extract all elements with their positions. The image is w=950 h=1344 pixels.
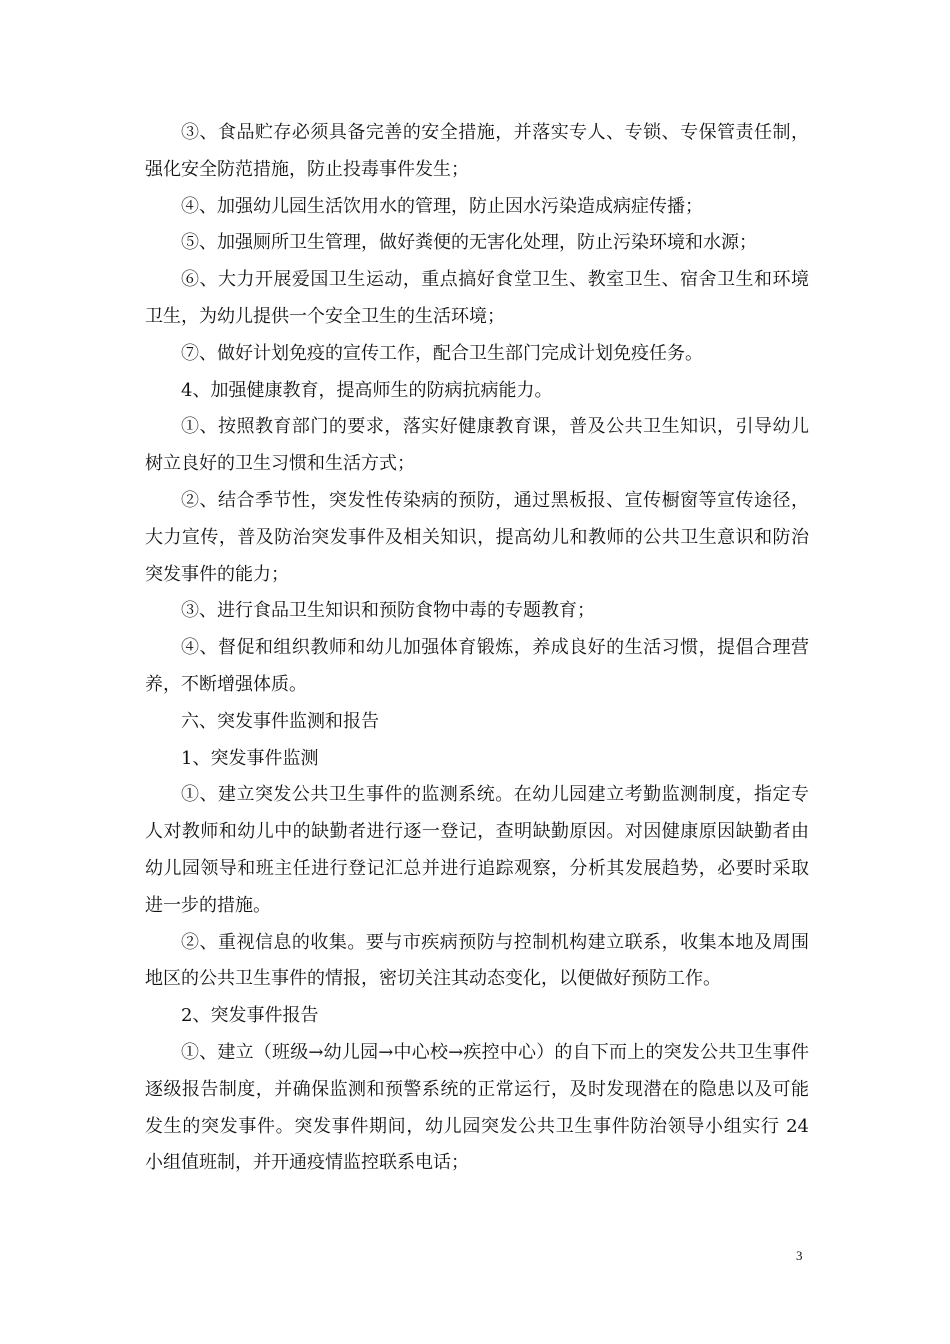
paragraph-health-course: ①、按照教育部门的要求，落实好健康教育课，普及公共卫生知识，引导幼儿树立良好的卫生习惯和生活方式； xyxy=(145,416,809,475)
subheading-reporting: 2、突发事件报告 xyxy=(181,1005,319,1027)
paragraph-food-storage: ③、食品贮存必须具备完善的安全措施，并落实专人、专锁、专保管责任制，强化安全防范措施，防止投毒事件发生； xyxy=(145,122,809,180)
section-heading-monitoring-reporting: 六、突发事件监测和报告 xyxy=(181,710,379,732)
paragraph-drinking-water: ④、加强幼儿园生活饮用水的管理，防止因水污染造成病症传播； xyxy=(181,195,703,217)
paragraph-patriotic-health: ⑥、大力开展爱国卫生运动，重点搞好食堂卫生、教室卫生、宿舍卫生和环境卫生，为幼儿提供一个安全卫生的生活环境； xyxy=(145,269,809,327)
document-body xyxy=(145,115,809,1182)
paragraph-food-safety-education: ③、进行食品卫生知识和预防食物中毒的专题教育； xyxy=(181,600,595,622)
heading-health-education: 4、加强健康教育，提高师生的防病抗病能力。 xyxy=(181,379,553,401)
paragraph-toilet-hygiene: ⑤、加强厕所卫生管理，做好粪便的无害化处理，防止污染环境和水源； xyxy=(181,232,757,254)
paragraph-immunization: ⑦、做好计划免疫的宣传工作，配合卫生部门完成计划免疫任务。 xyxy=(181,342,703,364)
paragraph-monitoring-system: ①、建立突发公共卫生事件的监测系统。在幼儿园建立考勤监测制度，指定专人对教师和幼儿中的缺勤者进行逐一登记，查明缺勤原因。对因健康原因缺勤者由幼儿园领导和班主任进行登记汇总并进行追踪观察，分析其发展趋势，必要时采取进一步的措施。 xyxy=(145,784,809,916)
subheading-monitoring: 1、突发事件监测 xyxy=(181,747,319,769)
paragraph-physical-exercise: ④、督促和组织教师和幼儿加强体育锻炼，养成良好的生活习惯，提倡合理营养，不断增强体质。 xyxy=(145,637,809,695)
paragraph-reporting-system: ①、建立（班级→幼儿园→中心校→疾控中心）的自下而上的突发公共卫生事件逐级报告制度，并确保监测和预警系统的正常运行，及时发现潜在的隐患以及可能发生的突发事件。突发事件期间，幼儿园突发公共卫生事件防治领导小组实行 24 小组值班制，并开通疫情监控联系电话； xyxy=(145,1041,809,1174)
paragraph-seasonal-prevention: ②、结合季节性，突发性传染病的预防，通过黑板报、宣传橱窗等宣传途径，大力宣传，普及防治突发事件及相关知识，提高幼儿和教师的公共卫生意识和防治突发事件的能力； xyxy=(145,489,809,585)
page-number: 3 xyxy=(796,1248,803,1263)
paragraph-information-collection: ②、重视信息的收集。要与市疾病预防与控制机构建立联系，收集本地及周围地区的公共卫生事件的情报，密切关注其动态变化，以便做好预防工作。 xyxy=(145,931,809,990)
